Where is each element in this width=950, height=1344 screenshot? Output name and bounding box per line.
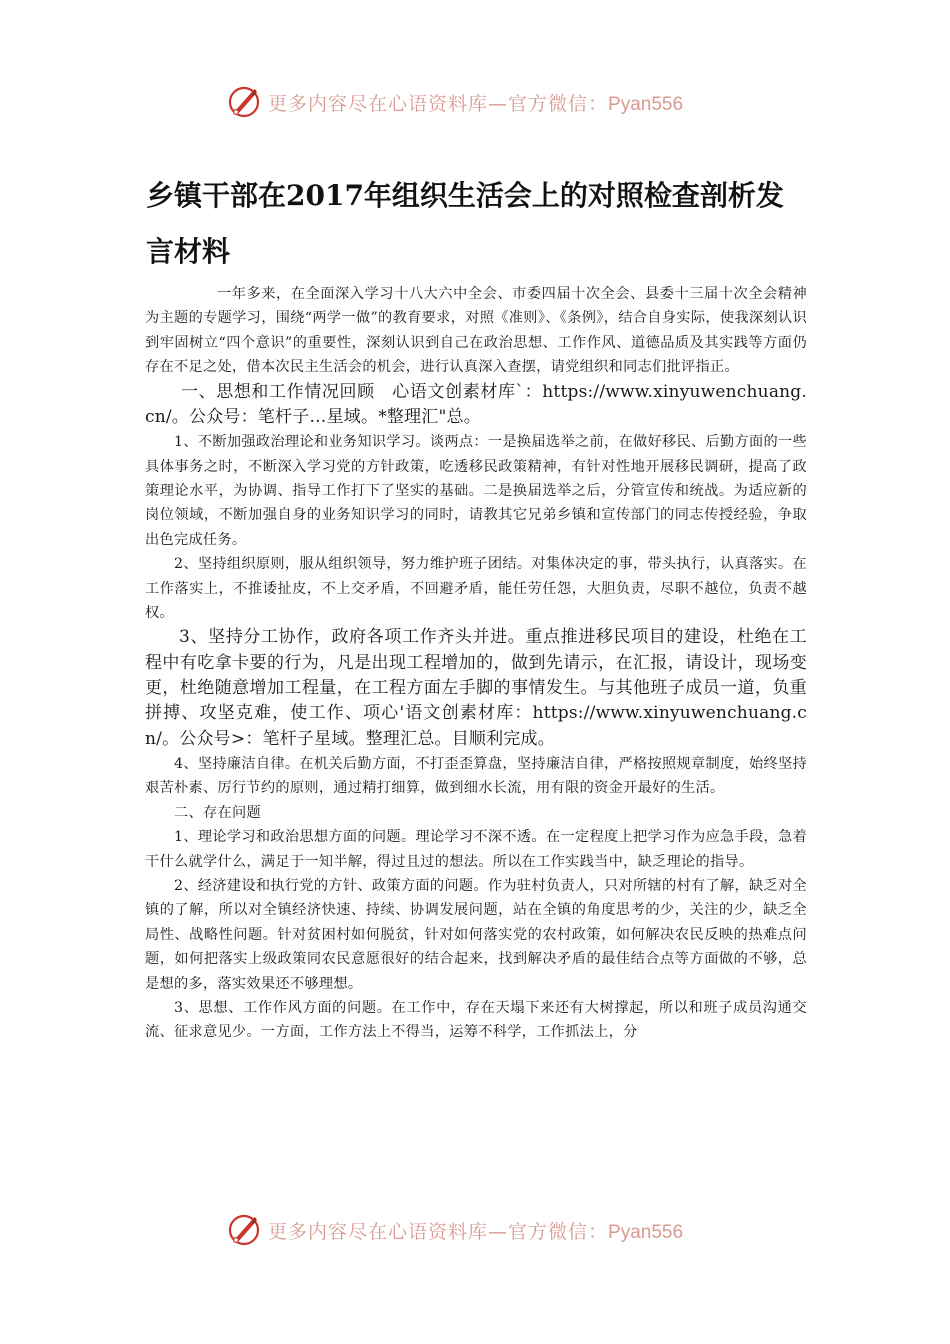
banner-text: 更多内容尽在心语资料库—官方微信：Pyan556	[268, 92, 684, 115]
pen-logo-icon	[226, 84, 262, 120]
paragraph-item: 4、坚持廉洁自律。在机关后勤方面，不打歪歪算盘，坚持廉洁自律，严格按照规章制度，始终坚持艰苦朴素、厉行节约的原则，通过精打细算，做到细水长流，用有限的资金开最好的生活。	[145, 755, 807, 797]
footer-banner	[226, 1210, 683, 1250]
document-body	[145, 282, 807, 1045]
paragraph-item: 2、坚持组织原则，服从组织领导，努力维护班子团结。对集体决定的事，带头执行，认真落实。在工作落实上，不推诿扯皮，不上交矛盾，不回避矛盾，能任劳任怨，大胆负责，尽职不越位，负责不越权。	[145, 556, 807, 622]
paragraph-intro: 一年多来，在全面深入学习十八大六中全会、市委四届十次全会、县委十三届十次全会精神为主题的专题学习，围绕“两学一做”的教育要求，对照《准则》、《条例》，结合自身实际，使我深刻认识到牢固树立“四个意识”的重要性，深刻认识到自己在政治思想、工作作风、道德品质及其实践等方面仍存在不足之处，借本次民主生活会的机会，进行认真深入查摆，请党组织和同志们批评指正。	[145, 286, 807, 376]
header-banner	[226, 82, 683, 122]
banner-account: Pyan556	[608, 1221, 684, 1243]
pen-logo-icon	[226, 1212, 262, 1248]
paragraph-item: 2、经济建设和执行党的方针、政策方面的问题。作为驻村负责人，只对所辖的村有了解，缺乏对全镇的了解，所以对全镇经济快速、持续、协调发展问题，站在全镇的角度思考的少，关注的少，缺乏全局性、战略性问题。针对贫困村如何脱贫，针对如何落实党的农村政策，如何解决农民反映的热难点问题，如何把落实上级政策同农民意愿很好的结合起来，找到解决矛盾的最佳结合点等方面做的不够，总是想的多，落实效果还不够理想。	[145, 877, 807, 992]
paragraph-item: 3、思想、工作作风方面的问题。在工作中，存在天塌下来还有大树撑起，所以和班子成员沟通交流、征求意见少。一方面，工作方法上不得当，运筹不科学，工作抓法上，分	[145, 1000, 807, 1041]
document-title: 乡镇干部在2017年组织生活会上的对照检查剖析发言材料	[146, 179, 784, 268]
banner-text: 更多内容尽在心语资料库—官方微信：Pyan556	[268, 1220, 684, 1243]
paragraph-item: 1、不断加强政治理论和业务知识学习。谈两点：一是换届选举之前，在做好移民、后勤方面的一些具体事务之时，不断深入学习党的方针政策，吃透移民政策精神，有针对性地开展移民调研，提高了政策理论水平，为协调、指导工作打下了坚实的基础。二是换届选举之后，分管宣传和统战。为适应新的岗位领域，不断加强自身的业务知识学习的同时，请教其它兄弟乡镇和宣传部门的同志传授经验，争取出色完成任务。	[145, 434, 807, 548]
paragraph-item: 3、坚持分工协作，政府各项工作齐头并进。重点推进移民项目的建设，杜绝在工程中有吃拿卡要的行为，凡是出现工程增加的，做到先请示，在汇报，请设计，现场变更，杜绝随意增加工程量，在工程方面左手脚的事情发生。与其他班子成员一道，负重拼搏、攻坚克难，使工作、项心'语文创素材库：https://www.xinyuwenchuang.cn/。公众号>：笔杆子星域。整理汇总。目顺利完成。	[145, 627, 807, 749]
section-heading-1: 一、思想和工作情况回顾 心语文创素材库`：https://www.xinyuwenchuang.cn/。公众号：笔杆子…星域。*整理汇"总。	[145, 381, 807, 427]
banner-account: Pyan556	[608, 93, 684, 115]
section-heading-2: 二、存在问题	[174, 804, 261, 821]
paragraph-item: 1、理论学习和政治思想方面的问题。理论学习不深不透。在一定程度上把学习作为应急手段，急着干什么就学什么，满足于一知半解，得过且过的想法。所以在工作实践当中，缺乏理论的指导。	[145, 829, 807, 870]
